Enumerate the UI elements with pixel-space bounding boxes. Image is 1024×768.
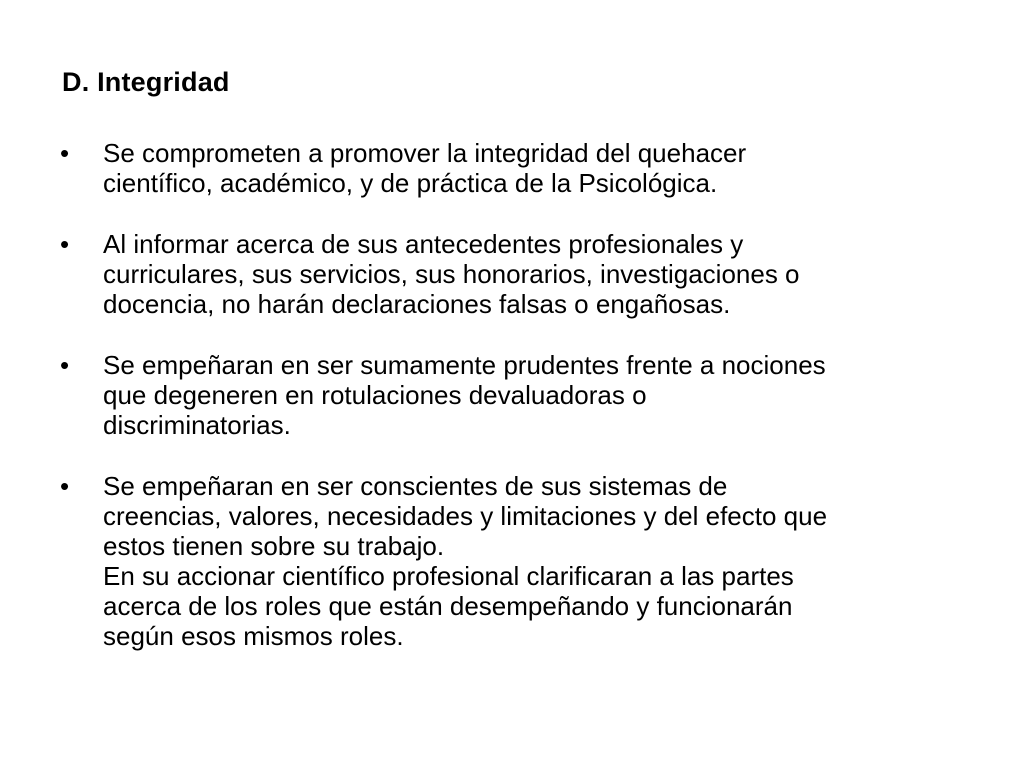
bullet-icon: • <box>60 350 70 380</box>
bullet-text-line: estos tienen sobre su trabajo. <box>103 531 445 561</box>
bullet-text-line: En su accionar científico profesional clarificaran a las partes <box>103 561 794 591</box>
bullet-text-line: Se comprometen a promover la integridad del quehacer <box>103 138 747 168</box>
bullet-text-line: científico, académico, y de práctica de la Psicológica. <box>103 168 718 198</box>
bullet-list <box>60 138 980 651</box>
bullet-icon: • <box>60 229 70 259</box>
bullet-item-1 <box>60 138 980 198</box>
bullet-text-line: docencia, no harán declaraciones falsas o engañosas. <box>103 289 731 319</box>
bullet-text-line: Se empeñaran en ser sumamente prudentes frente a nociones <box>103 350 826 380</box>
bullet-text-line: Se empeñaran en ser conscientes de sus sistemas de <box>103 471 728 501</box>
bullet-icon: • <box>60 471 70 501</box>
bullet-text-line: según esos mismos roles. <box>103 621 404 651</box>
bullet-text-line: creencias, valores, necesidades y limitaciones y del efecto que <box>103 501 828 531</box>
bullet-text-line: que degeneren en rotulaciones devaluadoras o <box>103 380 647 410</box>
bullet-item-3 <box>60 350 980 440</box>
bullet-text-line: curriculares, sus servicios, sus honorarios, investigaciones o <box>103 259 800 289</box>
bullet-icon: • <box>60 138 70 168</box>
bullet-item-2 <box>60 229 980 319</box>
bullet-text-line: acerca de los roles que están desempeñando y funcionarán <box>103 591 793 621</box>
bullet-text-line: discriminatorias. <box>103 410 291 440</box>
bullet-item-4 <box>60 471 980 651</box>
slide-title: D. Integridad <box>62 67 230 97</box>
bullet-text-line: Al informar acerca de sus antecedentes profesionales y <box>103 229 744 259</box>
